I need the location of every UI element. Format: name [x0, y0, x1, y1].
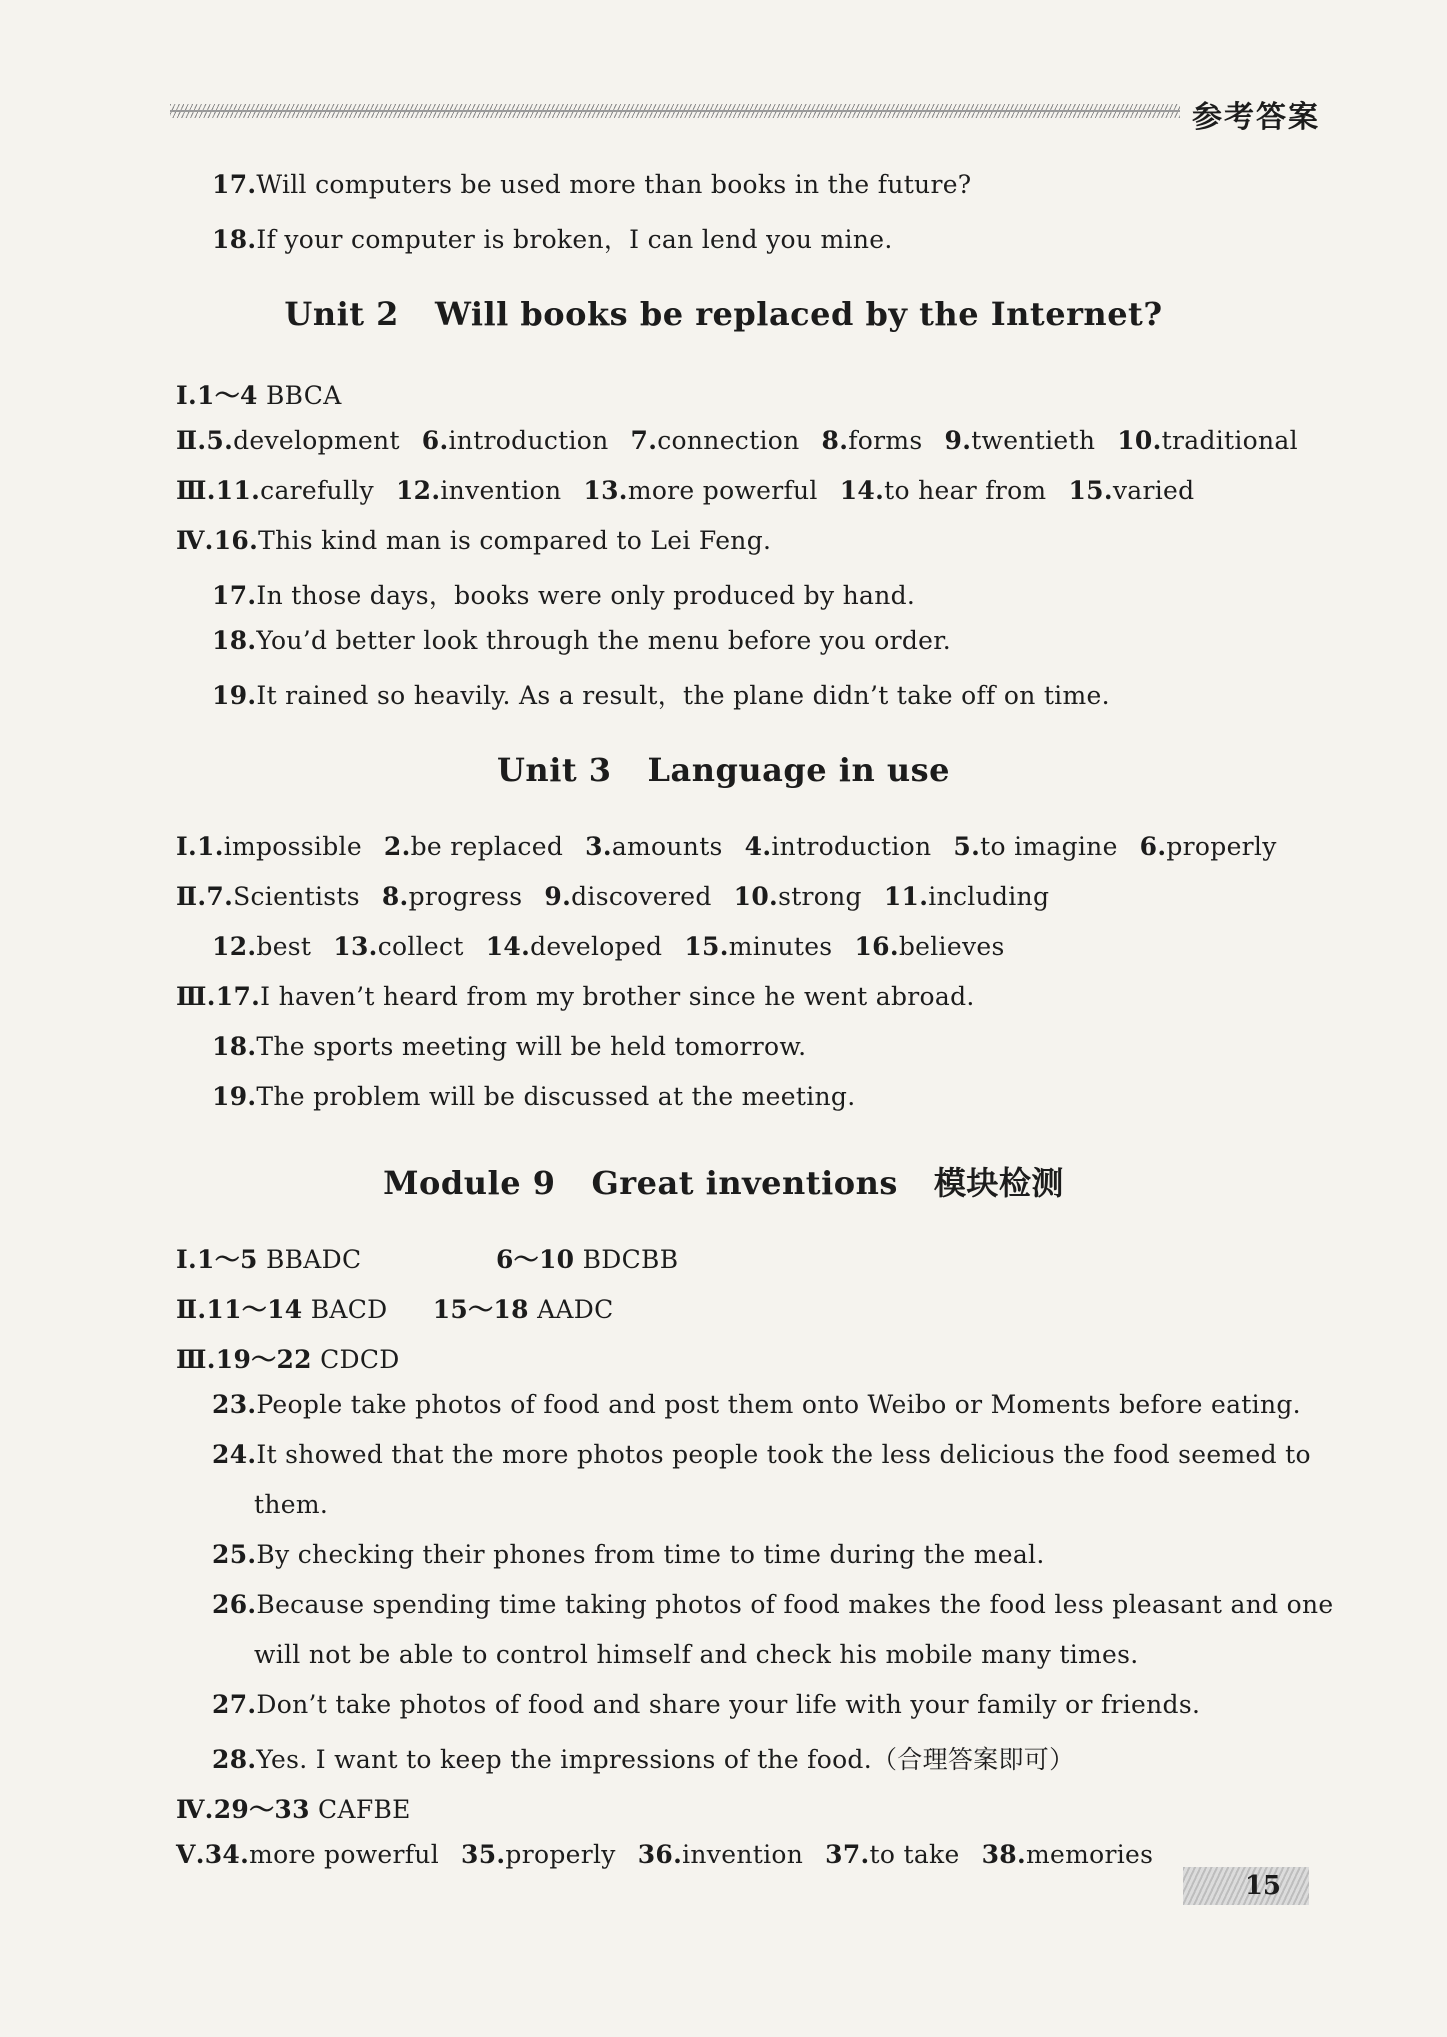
- answer-line: 18.You’d better look through the menu before you order.: [212, 626, 951, 655]
- answer-line: Ⅰ.1.impossible 2.be replaced 3.amounts 4.introduction 5.to imagine 6.properly: [176, 832, 1277, 861]
- answer-line: 17.Will computers be used more than books in the future?: [212, 170, 972, 199]
- answer-line: 23.People take photos of food and post them onto Weibo or Moments before eating.: [212, 1390, 1301, 1419]
- section-heading-unit3: Unit 3 Language in use: [497, 751, 950, 789]
- answer-line: 19.It rained so heavily. As a result，the plane didn’t take off on time.: [212, 681, 1110, 710]
- answer-line-continued: will not be able to control himself and check his mobile many times.: [254, 1640, 1139, 1669]
- answer-line: Ⅱ.11～14 BACD 15～18 AADC: [176, 1295, 614, 1324]
- answer-line: 19.The problem will be discussed at the meeting.: [212, 1082, 856, 1111]
- answer-line: 28.Yes. I want to keep the impressions of the food.（合理答案即可）: [212, 1745, 1075, 1774]
- answer-line: Ⅰ.1～5 BBADC 6～10 BDCBB: [176, 1245, 679, 1274]
- answer-line: 17.In those days，books were only produced by hand.: [212, 581, 916, 610]
- answer-line: 12.best 13.collect 14.developed 15.minutes 16.believes: [212, 932, 1005, 961]
- answer-line: Ⅴ.34.more powerful 35.properly 36.invention 37.to take 38.memories: [176, 1840, 1154, 1869]
- section-heading-module9: Module 9 Great inventions 模块检测: [383, 1164, 1064, 1202]
- answer-line: Ⅰ.1～4 BBCA: [176, 381, 342, 410]
- answer-line: Ⅲ.19～22 CDCD: [176, 1345, 400, 1374]
- answer-line: Ⅱ.7.Scientists 8.progress 9.discovered 10.strong 11.including: [176, 882, 1050, 911]
- header-hatch-rule: [170, 104, 1180, 118]
- page-number: 15: [1183, 1867, 1309, 1905]
- answer-line: 27.Don’t take photos of food and share your life with your family or friends.: [212, 1690, 1201, 1719]
- answer-line: Ⅱ.5.development 6.introduction 7.connection 8.forms 9.twentieth 10.traditional: [176, 426, 1298, 455]
- section-heading-unit2: Unit 2 Will books be replaced by the Internet?: [284, 295, 1163, 333]
- answer-line: Ⅲ.11.carefully 12.invention 13.more powerful 14.to hear from 15.varied: [176, 476, 1195, 505]
- answer-line: 25.By checking their phones from time to time during the meal.: [212, 1540, 1045, 1569]
- answer-line: 26.Because spending time taking photos of food makes the food less pleasant and one: [212, 1590, 1334, 1619]
- header-title: 参考答案: [1192, 100, 1320, 135]
- answer-line: 18.If your computer is broken，I can lend you mine.: [212, 225, 893, 254]
- answer-line: 18.The sports meeting will be held tomorrow.: [212, 1032, 807, 1061]
- answer-line: Ⅲ.17.I haven’t heard from my brother since he went abroad.: [176, 982, 975, 1011]
- answer-line: 24.It showed that the more photos people took the less delicious the food seemed to: [212, 1440, 1311, 1469]
- answer-line-continued: them.: [254, 1490, 329, 1519]
- answer-line: Ⅳ.16.This kind man is compared to Lei Feng.: [176, 526, 772, 555]
- answer-line: Ⅳ.29～33 CAFBE: [176, 1795, 411, 1824]
